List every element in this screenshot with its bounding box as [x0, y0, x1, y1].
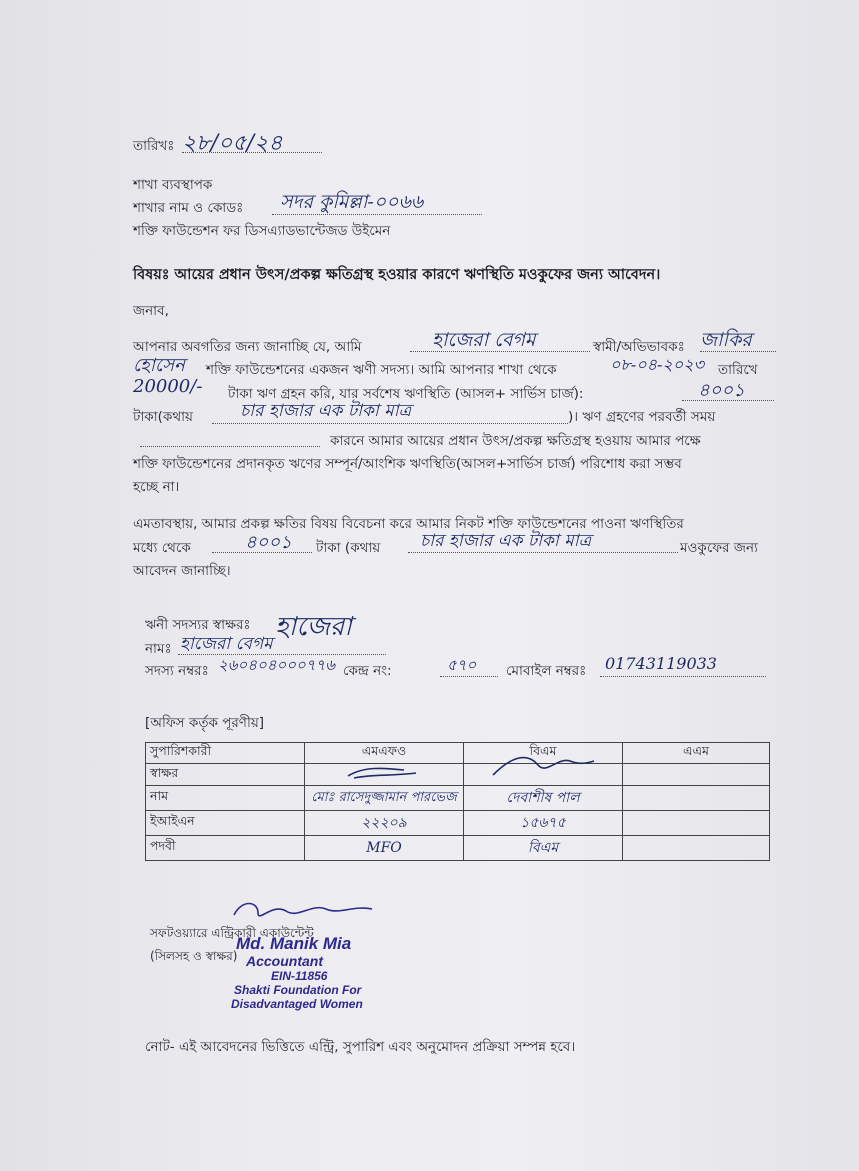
reason-blank-line	[140, 446, 320, 447]
loan-balance-words: চার হাজার এক টাকা মাত্র	[240, 401, 412, 421]
loan-date: ০৮-০৪-২০২৩	[610, 355, 704, 374]
para1-line2-b: তারিখে	[718, 362, 758, 378]
header-cell: এমএফও	[305, 743, 464, 764]
waiver-amount-words-line	[408, 552, 678, 553]
center-line	[440, 676, 498, 677]
office-table	[145, 742, 770, 861]
center-number: ৫৭০	[447, 656, 477, 674]
stamp-title: Accountant	[246, 953, 323, 969]
loan-balance-line	[682, 400, 774, 401]
branch-value: সদর কুমিল্লা-০০৬৬	[280, 191, 424, 213]
bm-ein: ১৫৬৭৫	[464, 811, 623, 836]
member-signature: হাজেরা	[275, 612, 352, 642]
member-signature-label: ঋনী সদস্যর স্বাক্ষরঃ	[145, 617, 251, 633]
header-cell: এএম	[623, 743, 770, 764]
guardian-name-2: হোসেন	[133, 355, 185, 376]
header-cell: বিএম	[464, 743, 623, 764]
stamp-name: Md. Manik Mia	[236, 934, 352, 953]
mobile-line	[600, 676, 766, 677]
waiver-amount-words: চার হাজার এক টাকা মাত্র	[420, 531, 592, 551]
accountant-seal-label: (সিলসহ ও স্বাক্ষর)	[150, 949, 238, 963]
para1-line1-a: আপনার অবগতির জন্য জানাচ্ছি যে, আমি	[133, 339, 362, 355]
loan-amount: 20000/-	[133, 376, 203, 397]
waiver-amount-line	[212, 552, 312, 553]
footer-note: নোট- এই আবেদনের ভিত্তিতে এন্ট্রি, সুপারিশ এবং অনুমোদন প্রক্রিয়া সম্পন্ন হবে।	[145, 1039, 576, 1055]
mfo-signature-cell	[305, 764, 464, 786]
bm-signature	[488, 751, 598, 781]
bm-designation: বিএম	[464, 836, 623, 861]
salutation: জনাব,	[133, 303, 169, 319]
subject-line: বিষয়ঃ আয়ের প্রধান উৎস/প্রকল্প ক্ষতিগ্রস্থ হওয়ার কারণে ঋণস্থিতি মওকুফের জন্য আবেদন।	[133, 267, 661, 283]
header-cell: সুপারিশকারী	[146, 743, 305, 764]
waiver-amount: ৪০০১	[245, 532, 292, 553]
para1-line2-a: শক্তি ফাউন্ডেশনের একজন ঋণী সদস্য। আমি আপনার শাখা থেকে	[206, 362, 557, 378]
member-name-label: নামঃ	[145, 641, 172, 657]
bm-signature-cell	[464, 764, 623, 786]
para1-line3-a: টাকা ঋণ গ্রহন করি, যার সর্বশেষ ঋণস্থিতি (আসল+ সার্ভিস চার্জ):	[228, 386, 584, 402]
date-label: তারিখঃ	[133, 138, 175, 154]
am-ein	[623, 811, 770, 836]
am-designation	[623, 836, 770, 861]
mfo-name: মোঃ রাসেদুজ্জামান পারভেজ	[305, 786, 464, 811]
member-id: ২৬০৪০৪০০০৭৭৬	[218, 656, 335, 674]
organization-name: শক্তি ফাউন্ডেশন ফর ডিসএ্যাডভান্টেজড উইমেন	[133, 223, 391, 239]
applicant-name: হাজেরা বেগম	[432, 329, 536, 351]
table-row	[146, 786, 770, 811]
table-row	[146, 764, 770, 786]
stamp-org-line2: Disadvantaged Women	[231, 997, 363, 1011]
member-name: হাজেরা বেগম	[180, 634, 273, 654]
branch-label: শাখার নাম ও কোডঃ	[133, 200, 244, 216]
row-label: ইআইএন	[146, 811, 305, 836]
para2-line1: এমতাবস্থায়, আমার প্রকল্প ক্ষতির বিষয় বিবেচনা করে আমার নিকট শক্তি ফাউন্ডেশনের পাওনা ঋণস্থিতির	[133, 516, 684, 532]
mfo-signature	[344, 764, 424, 782]
para1-line1-b: স্বামী/অভিভাবকঃ	[593, 339, 685, 355]
para1-line4-a: টাকা(কথায়	[133, 409, 193, 425]
table-row	[146, 836, 770, 861]
mobile-label: মোবাইল নম্বরঃ	[506, 663, 587, 679]
bm-name: দেবাশীষ পাল	[464, 786, 623, 811]
row-label: নাম	[146, 786, 305, 811]
date-value: ২৮/০৫/২৪	[182, 131, 283, 156]
para2-line2-b: টাকা (কথায়	[316, 540, 381, 556]
applicant-name-line	[410, 351, 590, 352]
table-header-row	[146, 743, 770, 764]
center-label: কেন্দ্র নং:	[343, 663, 392, 679]
mfo-ein: ২২২০৯	[305, 811, 464, 836]
stamp-org-line1: Shakti Foundation For	[234, 983, 362, 997]
member-id-label: সদস্য নম্বরঃ	[145, 663, 209, 679]
office-heading: [অফিস কর্তৃক পূরণীয়]	[145, 715, 265, 731]
row-label: পদবী	[146, 836, 305, 861]
para1-line5: কারনে আমার আয়ের প্রধান উৎস/প্রকল্প ক্ষতিগ্রস্থ হওয়ায় আমার পক্ষে	[330, 433, 701, 449]
stamp-ein: EIN-11856	[271, 969, 328, 983]
mfo-designation: MFO	[305, 836, 464, 861]
row-label: স্বাক্ষর	[146, 764, 305, 786]
table-row	[146, 811, 770, 836]
para1-line7: হচ্ছে না।	[133, 479, 180, 495]
para2-line3: আবেদন জানাচ্ছি।	[133, 563, 231, 579]
am-name	[623, 786, 770, 811]
am-signature-cell	[623, 764, 770, 786]
date-line	[182, 152, 322, 153]
accountant-label: সফটওয়্যারে এন্ট্রিকারী একাউন্টেন্ট	[150, 926, 314, 940]
mobile-number: 01743119033	[605, 654, 717, 673]
branch-line	[272, 214, 482, 215]
para2-line2-a: মধ্যে থেকে	[133, 540, 191, 556]
loan-balance: ৪০০১	[698, 380, 745, 401]
para1-line6: শক্তি ফাউন্ডেশনের প্রদানকৃত ঋণের সম্পূর্ন/আংশিক ঋণস্থিতি(আসল+সার্ভিস চার্জ) পরিশোধ করা সম্ভব	[133, 456, 682, 472]
para2-line2-c: মওকুফের জন্য	[680, 540, 758, 556]
guardian-name-1: জাকির	[700, 329, 752, 351]
para1-line4-b: )। ঋণ গ্রহণের পরবর্তী সময়	[568, 409, 716, 425]
guardian-line-1	[700, 351, 776, 352]
loan-balance-words-line	[212, 423, 568, 424]
addressee-title: শাখা ব্যবস্থাপক	[133, 177, 213, 193]
